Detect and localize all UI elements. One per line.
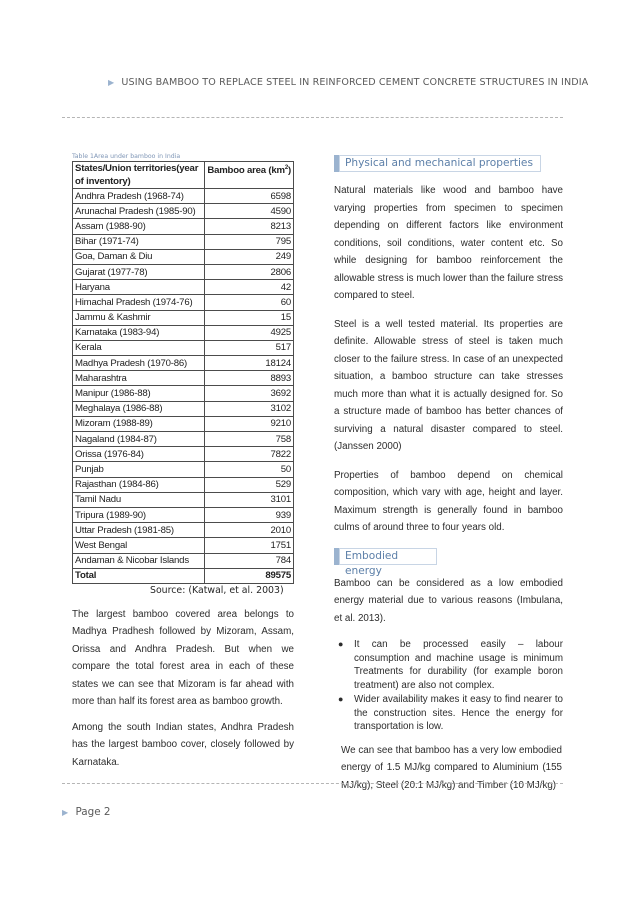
area-cell: 9210 bbox=[205, 416, 294, 431]
state-cell: Nagaland (1984-87) bbox=[73, 432, 205, 447]
state-cell: Madhya Pradesh (1970-86) bbox=[73, 356, 205, 371]
area-cell: 2010 bbox=[205, 523, 294, 538]
state-cell: Jammu & Kashmir bbox=[73, 310, 205, 325]
area-cell: 3102 bbox=[205, 401, 294, 416]
bamboo-area-table bbox=[72, 161, 294, 584]
table-row bbox=[73, 523, 294, 538]
energy-paragraph: Bamboo can be considered as a low embodied energy material due to various reasons (Imbulana, et al. 2013). bbox=[334, 577, 563, 624]
table-header-state: States/Union territories(year of inventory) bbox=[73, 162, 205, 189]
area-cell: 2806 bbox=[205, 264, 294, 279]
table-caption: Table 1Area under bamboo in India bbox=[72, 153, 181, 160]
area-cell: 4925 bbox=[205, 325, 294, 340]
table-row bbox=[73, 264, 294, 279]
table-row bbox=[73, 401, 294, 416]
triangle-right-icon: ▶ bbox=[62, 808, 69, 817]
area-cell: 517 bbox=[205, 340, 294, 355]
area-cell: 3692 bbox=[205, 386, 294, 401]
table-body bbox=[73, 189, 294, 584]
state-cell: Goa, Daman & Diu bbox=[73, 249, 205, 264]
table-row bbox=[73, 447, 294, 462]
table-row bbox=[73, 507, 294, 522]
area-cell: 529 bbox=[205, 477, 294, 492]
total-value: 89575 bbox=[205, 568, 294, 583]
page-footer bbox=[62, 806, 111, 818]
area-cell: 6598 bbox=[205, 189, 294, 204]
left-paragraph: Among the south Indian states, Andhra Pradesh has the largest bamboo cover, closely followed by Karnataka. bbox=[72, 721, 294, 768]
area-cell: 3101 bbox=[205, 492, 294, 507]
area-cell: 758 bbox=[205, 432, 294, 447]
section-heading-properties: Physical and mechanical properties bbox=[334, 155, 541, 172]
table-row bbox=[73, 310, 294, 325]
state-cell: Tamil Nadu bbox=[73, 492, 205, 507]
area-cell: 15 bbox=[205, 310, 294, 325]
area-cell: 60 bbox=[205, 295, 294, 310]
table-header-area: Bamboo area $(km^2)$ bbox=[205, 162, 294, 189]
table-source: Source: (Katwal, et al. 2003) bbox=[150, 584, 284, 596]
table-row bbox=[73, 462, 294, 477]
properties-paragraph: Properties of bamboo depend on chemical composition, which vary with age, height and layer. Maximum strength is generally found in bamboo culms of around three to four years old. bbox=[334, 469, 563, 533]
table-row bbox=[73, 492, 294, 507]
table-row bbox=[73, 386, 294, 401]
area-cell: 8213 bbox=[205, 219, 294, 234]
table-row bbox=[73, 204, 294, 219]
state-cell: Haryana bbox=[73, 280, 205, 295]
table-row bbox=[73, 340, 294, 355]
page-header bbox=[108, 77, 589, 88]
energy-bullet-list bbox=[334, 638, 563, 734]
table-row bbox=[73, 356, 294, 371]
properties-paragraph: Natural materials like wood and bamboo have varying properties from specimen to specimen depending on different factors like environment conditions, soil conditions, water content etc. So while designing for bamboo reinforcement the allowable stress is much lower than the failure stress compared to steel. bbox=[334, 185, 563, 301]
left-paragraph: The largest bamboo covered area belongs to Madhya Pradhesh followed by Mizoram, Assam, Orissa and Andhra Pradesh. But when we compare the total forest area in each of these states we can see that Mizoram is far ahead with more than half its forest area as bamboo growth. bbox=[72, 608, 294, 708]
header-title: USING BAMBOO TO REPLACE STEEL IN REINFORCED CEMENT CONCRETE STRUCTURES IN INDIA bbox=[121, 77, 589, 88]
bullet-icon: ● bbox=[338, 639, 344, 649]
state-cell: Meghalaya (1986-88) bbox=[73, 401, 205, 416]
table-row bbox=[73, 416, 294, 431]
table-row bbox=[73, 553, 294, 568]
state-cell: Gujarat (1977-78) bbox=[73, 264, 205, 279]
list-item: ● Wider availability makes it easy to find nearer to the construction sites. Hence the energy for transportation is low. bbox=[338, 694, 563, 732]
bullet-icon: ● bbox=[338, 694, 344, 704]
state-cell: Karnataka (1983-94) bbox=[73, 325, 205, 340]
area-cell: 795 bbox=[205, 234, 294, 249]
table-row bbox=[73, 249, 294, 264]
table-row bbox=[73, 234, 294, 249]
table-row bbox=[73, 432, 294, 447]
state-cell: Andaman & Nicobar Islands bbox=[73, 553, 205, 568]
table-row bbox=[73, 371, 294, 386]
area-cell: 939 bbox=[205, 507, 294, 522]
table-total-row bbox=[73, 568, 294, 583]
area-cell: 18124 bbox=[205, 356, 294, 371]
header-divider bbox=[62, 117, 563, 118]
state-cell: Tripura (1989-90) bbox=[73, 507, 205, 522]
properties-paragraph: Steel is a well tested material. Its properties are definite. Allowable stress of steel is taken much closer to the failure stress. In case of an unexpected situation, a bamboo structure can take stresses much more than what it is actually designed for. So a structure made of bamboo has better chances of surviving a natural disaster compared to steel. (Janssen 2000) bbox=[334, 318, 563, 452]
state-cell: Andhra Pradesh (1968-74) bbox=[73, 189, 205, 204]
area-cell: 8893 bbox=[205, 371, 294, 386]
state-cell: Orissa (1976-84) bbox=[73, 447, 205, 462]
area-cell: 249 bbox=[205, 249, 294, 264]
state-cell: Himachal Pradesh (1974-76) bbox=[73, 295, 205, 310]
state-cell: Assam (1988-90) bbox=[73, 219, 205, 234]
table-row bbox=[73, 477, 294, 492]
table-row bbox=[73, 538, 294, 553]
area-cell: 42 bbox=[205, 280, 294, 295]
list-item: ● It can be processed easily – labour consumption and machine usage is minimum Treatments for durability (for example boron treatment) are also not complex. bbox=[338, 639, 563, 691]
area-cell: 1751 bbox=[205, 538, 294, 553]
area-cell: 50 bbox=[205, 462, 294, 477]
energy-paragraph: We can see that bamboo has a very low embodied energy of 1.5 MJ/kg compared to Aluminium (155 MJ/kg), Steel (20.1 MJ/kg) and Timber (10 MJ/kg) bbox=[341, 744, 562, 791]
total-label: Total bbox=[73, 568, 205, 583]
state-cell: Maharashtra bbox=[73, 371, 205, 386]
table-row bbox=[73, 325, 294, 340]
state-cell: Bihar (1971-74) bbox=[73, 234, 205, 249]
triangle-right-icon: ▶ bbox=[108, 78, 115, 87]
state-cell: Mizoram (1988-89) bbox=[73, 416, 205, 431]
state-cell: Rajasthan (1984-86) bbox=[73, 477, 205, 492]
state-cell: Manipur (1986-88) bbox=[73, 386, 205, 401]
state-cell: Kerala bbox=[73, 340, 205, 355]
state-cell: West Bengal bbox=[73, 538, 205, 553]
left-column bbox=[72, 153, 294, 779]
area-cell: 784 bbox=[205, 553, 294, 568]
footer-divider bbox=[62, 783, 563, 784]
state-cell: Uttar Pradesh (1981-85) bbox=[73, 523, 205, 538]
table-row bbox=[73, 280, 294, 295]
table-row bbox=[73, 295, 294, 310]
section-heading-energy: Embodied energy bbox=[334, 548, 437, 565]
state-cell: Arunachal Pradesh (1985-90) bbox=[73, 204, 205, 219]
right-column bbox=[334, 155, 563, 805]
table-row bbox=[73, 219, 294, 234]
state-cell: Punjab bbox=[73, 462, 205, 477]
table-row bbox=[73, 189, 294, 204]
area-cell: 4590 bbox=[205, 204, 294, 219]
area-cell: 7822 bbox=[205, 447, 294, 462]
page-number: Page 2 bbox=[75, 806, 111, 818]
